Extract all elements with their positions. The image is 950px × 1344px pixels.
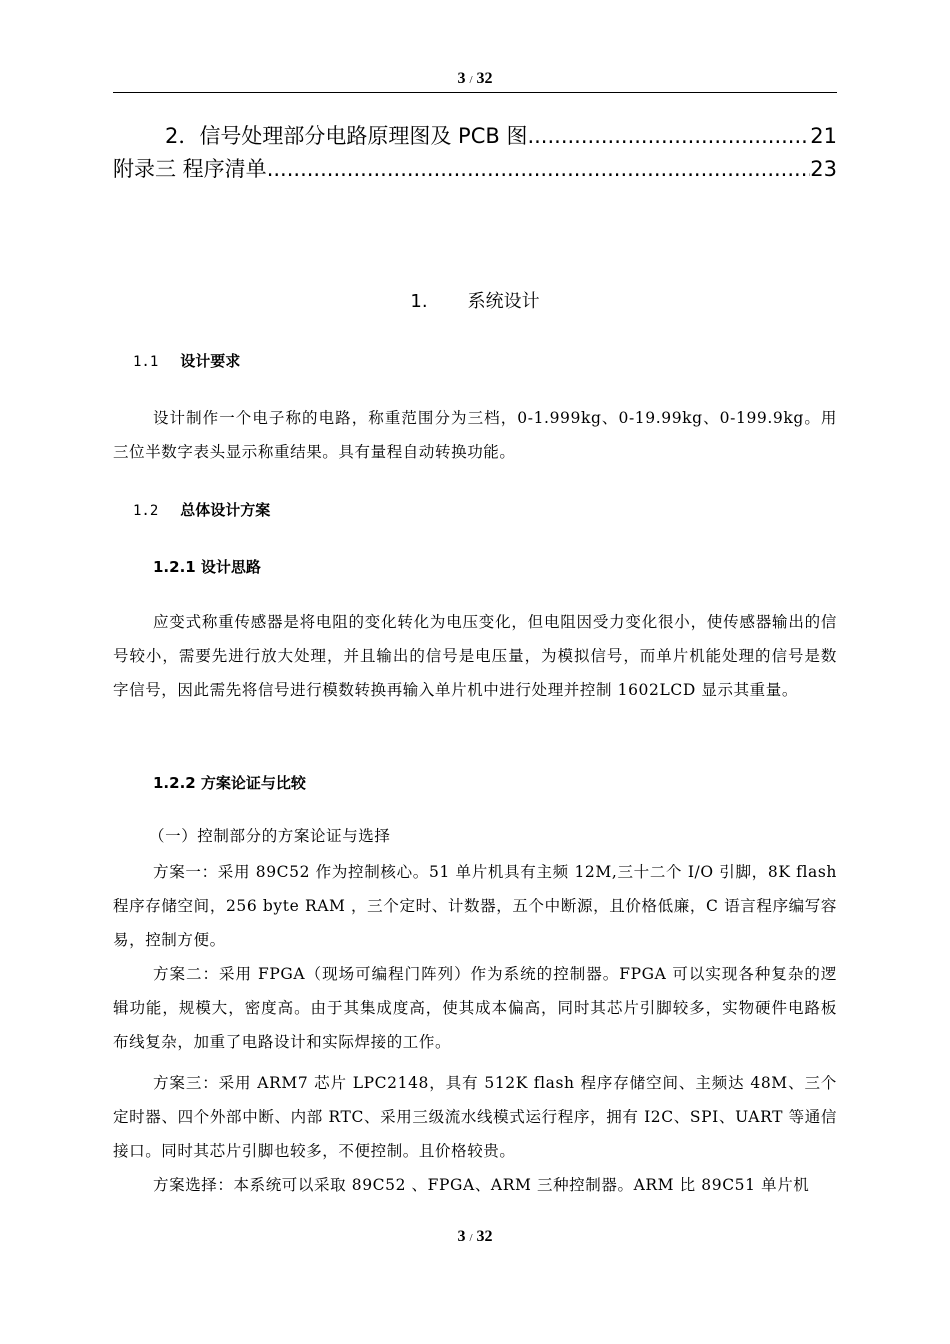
toc-page: 23 bbox=[810, 157, 837, 181]
toc-label: 2．信号处理部分电路原理图及 PCB 图 bbox=[165, 124, 528, 148]
subsection-number: 1.2 bbox=[133, 503, 159, 519]
current-page: 3 bbox=[457, 1228, 466, 1245]
paragraph-selection: 方案选择：本系统可以采取 89C52 、FPGA、ARM 三种控制器。ARM 比 89C51 单片机 bbox=[153, 1176, 810, 1194]
page-separator: / bbox=[469, 74, 473, 86]
paragraph-control-title: （一）控制部分的方案论证与选择 bbox=[149, 827, 391, 845]
subsection-title: 总体设计方案 bbox=[180, 501, 271, 519]
toc-entry[interactable] bbox=[113, 153, 837, 183]
subsubsection-heading: 1.2.2 方案论证与比较 bbox=[153, 774, 306, 792]
toc-leader-dots bbox=[267, 157, 811, 181]
subsection-heading bbox=[133, 499, 270, 520]
total-pages: 32 bbox=[476, 70, 493, 87]
subsubsection-heading: 1.2.1 设计思路 bbox=[153, 558, 261, 576]
header-rule bbox=[113, 92, 837, 93]
total-pages: 32 bbox=[476, 1228, 493, 1245]
paragraph-option-two: 方案二：采用 FPGA（现场可编程门阵列）作为系统的控制器。FPGA 可以实现各种复杂的逻辑功能，规模大，密度高。由于其集成度高，使其成本偏高，同时其芯片引脚较多，实物硬件电路板布线复杂，加重了电路设计和实际焊接的工作。 bbox=[113, 965, 837, 1051]
section-number: 1. bbox=[410, 291, 428, 312]
page-separator: / bbox=[469, 1232, 473, 1244]
current-page: 3 bbox=[457, 70, 466, 87]
paragraph-option-one: 方案一：采用 89C52 作为控制核心。51 单片机具有主频 12M,三十二个 I/O 引脚，8K flash 程序存储空间，256 byte RAM ，三个定时、计数器，五个中断源，且价格低廉，C 语言程序编写容易，控制方便。 bbox=[113, 863, 837, 949]
section-heading bbox=[0, 287, 950, 313]
toc-leader-dots bbox=[527, 124, 810, 148]
paragraph-requirements: 设计制作一个电子称的电路，称重范围分为三档，0-1.999kg、0-19.99kg、0-199.9kg。用三位半数字表头显示称重结果。具有量程自动转换功能。 bbox=[113, 409, 837, 461]
header-page-number bbox=[0, 70, 950, 88]
toc-entry[interactable] bbox=[113, 120, 837, 150]
paragraph-design-idea: 应变式称重传感器是将电阻的变化转化为电压变化，但电阻因受力变化很小，使传感器输出的信号较小，需要先进行放大处理，并且输出的信号是电压量，为模拟信号，而单片机能处理的信号是数字信号，因此需先将信号进行模数转换再输入单片机中进行处理并控制 1602LCD 显示其重量。 bbox=[113, 613, 837, 699]
subsection-number: 1.1 bbox=[133, 354, 159, 370]
footer-page-number bbox=[0, 1228, 950, 1246]
toc-page: 21 bbox=[810, 124, 837, 148]
paragraph-option-three: 方案三：采用 ARM7 芯片 LPC2148，具有 512K flash 程序存储空间、主频达 48M、三个定时器、四个外部中断、内部 RTC、采用三级流水线模式运行程序，拥有 I2C、SPI、UART 等通信接口。同时其芯片引脚也较多，不便控制。且价格较贵。 bbox=[113, 1074, 837, 1160]
subsection-heading bbox=[133, 350, 240, 371]
subsection-title: 设计要求 bbox=[180, 352, 241, 370]
toc-label: 附录三 程序清单 bbox=[113, 157, 267, 181]
section-title: 系统设计 bbox=[467, 291, 540, 312]
